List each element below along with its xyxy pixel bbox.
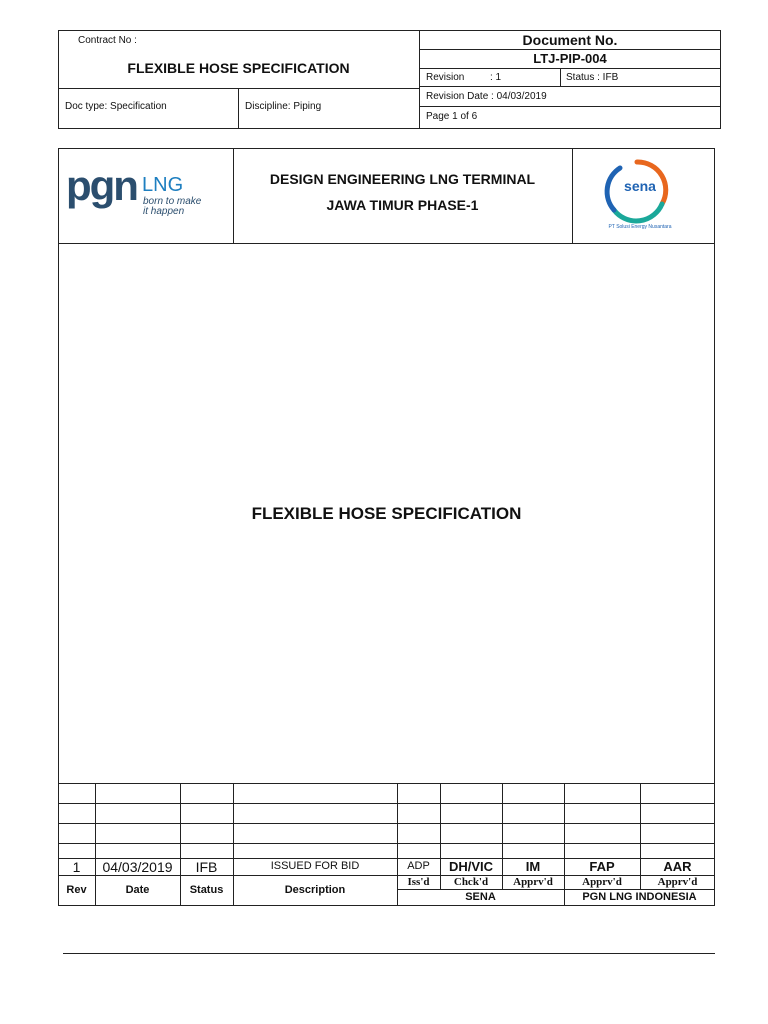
divider [238,88,239,129]
divider [560,68,561,86]
document-title: FLEXIBLE HOSE SPECIFICATION [127,60,350,76]
rev-description: ISSUED FOR BID [270,860,360,872]
divider [419,86,721,87]
sena-logo [590,154,690,238]
divider [58,843,715,844]
contract-label: Contract No : [78,35,137,46]
rev-issued: ADP [407,860,430,872]
divider [58,783,715,784]
pgn-lng-logo [62,162,230,222]
divider [419,49,721,50]
lng-logo-text: LNG [142,174,184,196]
col-header-approved-pgn-2: Apprv'd [657,876,698,888]
divider [397,889,715,890]
rev-approved-pgn-1: FAP [589,859,615,874]
cover-frame [58,148,715,906]
col-header-status: Status [189,884,224,896]
revision-date: Revision Date : 04/03/2019 [426,91,547,102]
divider [58,243,715,244]
divider [58,823,715,824]
document-no-label: Document No. [522,32,618,48]
rev-checked: DH/VIC [448,859,494,874]
pgn-logo-text: pgn [66,162,137,209]
divider [572,148,573,243]
status-label: Status : IFB [566,72,619,83]
col-header-description: Description [284,884,346,896]
divider [58,803,715,804]
revision-value: : 1 [490,72,502,83]
col-header-rev: Rev [66,884,87,896]
sena-logo-text: sena [624,178,656,194]
col-header-checked: Chck'd [453,876,489,888]
document-no-value: LTJ-PIP-004 [533,51,607,66]
footer-rule [63,953,715,954]
divider [419,68,721,69]
rev-number: 1 [72,859,81,875]
rev-status: IFB [195,859,218,875]
divider [233,148,234,243]
col-header-approved: Apprv'd [513,876,553,888]
discipline: Discipline: Piping [245,101,322,112]
project-title-line-1: DESIGN ENGINEERING LNG TERMINAL [269,171,536,187]
col-header-issued: Iss'd [407,876,430,888]
divider [419,106,721,107]
revision-label: Revision [426,72,465,83]
company-sena: SENA [465,891,496,903]
page-number: Page 1 of 6 [426,111,478,122]
rev-approved: IM [525,859,541,874]
project-title-line-2: JAWA TIMUR PHASE-1 [326,197,479,213]
logo-tagline-1: born to make [143,196,202,207]
rev-approved-pgn-2: AAR [663,859,692,874]
sena-logo-caption: PT Solusi Energy Nusantara [608,224,672,230]
col-header-approved-pgn-1: Apprv'd [582,876,622,888]
col-header-date: Date [125,884,150,896]
rev-date: 04/03/2019 [102,859,173,875]
company-pgn: PGN LNG INDONESIA [582,891,697,903]
doc-type: Doc type: Specification [65,101,167,112]
logo-tagline-2: it happen [143,206,185,217]
cover-main-title: FLEXIBLE HOSE SPECIFICATION [251,504,522,523]
